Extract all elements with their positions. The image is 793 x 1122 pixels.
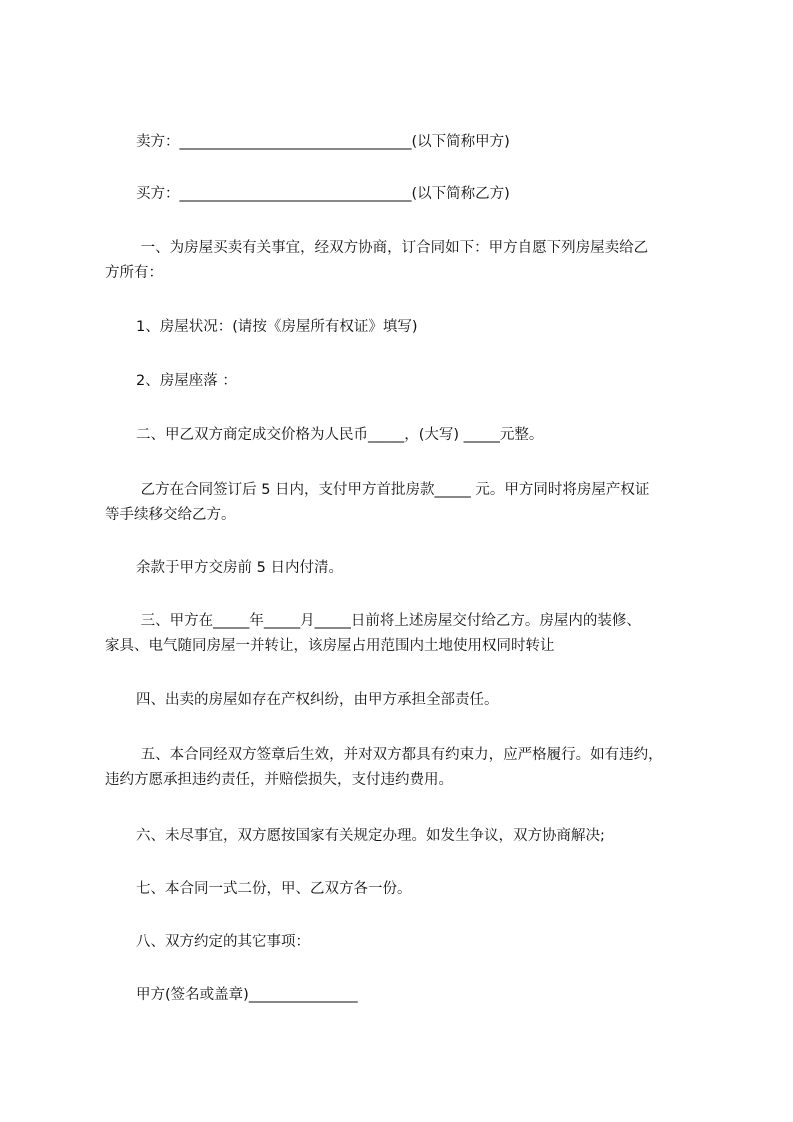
clause-3-line-2: 家具、电气随同房屋一并转让，该房屋占用范围内土地使用权同时转让: [105, 638, 555, 654]
item-2-house-location: 2、房屋座落 ：: [136, 373, 237, 389]
clause-1-line-2: 方所有：: [105, 265, 163, 281]
balance-line: 余款于甲方交房前 5 日内付清。: [136, 560, 343, 576]
clause-6-matters: 六、未尽事宜，双方愿按国家有关规定办理。如发生争议，双方协商解决;: [136, 828, 605, 844]
clause-5-line-2: 违约方愿承担违约责任，并赔偿损失，支付违约费用。: [105, 772, 453, 788]
clause-7-copies: 七、本合同一式二份，甲、乙双方各一份。: [136, 881, 412, 897]
clause-3-line-1: 三、甲方在_____年_____月_____日前将上述房屋交付给乙方。房屋内的装修、: [136, 613, 641, 629]
signature-party-a: 甲方(签名或盖章)_______________: [136, 987, 358, 1003]
payment-line-1: 乙方在合同签订后 5 日内，支付甲方首批房款_____ 元。甲方同时将房屋产权证: [136, 482, 650, 498]
item-1-house-status: 1、房屋状况：(请按《房屋所有权证》填写): [136, 319, 418, 335]
clause-5-line-1: 五、本合同经双方签章后生效，并对双方都具有约束力，应严格履行。如有违约，: [136, 747, 663, 763]
seller-line: 卖方：________________________________(以下简称甲方): [136, 134, 510, 150]
clause-4-dispute: 四、出卖的房屋如存在产权纠纷，由甲方承担全部责任。: [136, 692, 499, 708]
clause-8-other-items: 八、双方约定的其它事项：: [136, 934, 310, 950]
payment-line-2: 等手续移交给乙方。: [105, 507, 236, 523]
clause-2-price: 二、甲乙双方商定成交价格为人民币_____，(大写) _____元整。: [136, 427, 544, 443]
buyer-line: 买方：________________________________(以下简称乙方): [136, 186, 510, 202]
clause-1-line-1: 一、为房屋买卖有关事宜，经双方协商，订合同如下：甲方自愿下列房屋卖给乙: [136, 240, 649, 256]
